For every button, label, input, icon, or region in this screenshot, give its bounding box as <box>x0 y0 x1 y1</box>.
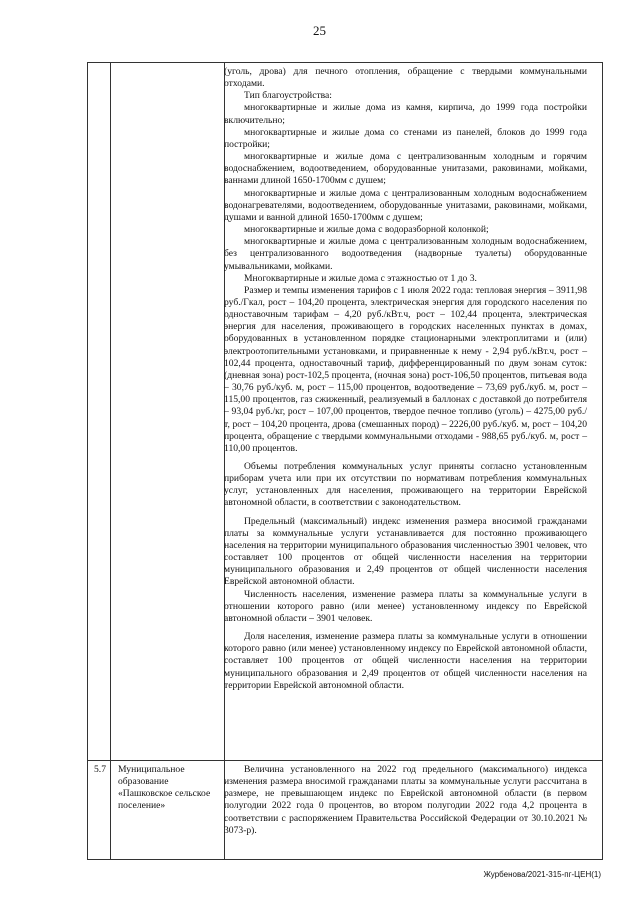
paragraph: многоквартирные и жилые дома с централизованным холодным водоснабжением, без централизованного водоотведения (надворные туалеты) оборудованные умывальниками, мойками. <box>224 236 587 272</box>
table-col-divider-1 <box>110 63 111 859</box>
row-number: 5.7 <box>94 764 106 775</box>
paragraph: многоквартирные и жилые дома с централизованным холодным водоснабжением водонагревателями, водоотведением, оборудованные унитазами, раковинами, мойками, душами и ванной длиной 1650-1700мм с душем; <box>224 187 587 223</box>
paragraph: Многоквартирные и жилые дома с этажностью от 1 до 3. <box>244 272 477 284</box>
paragraph: Тип благоустройства: <box>244 90 332 102</box>
paragraph: многоквартирные и жилые дома с водоразборной колонкой; <box>244 224 489 236</box>
municipality-name: Муниципальное образование «Пашковское сельское поселение» <box>118 764 211 812</box>
table-row-divider <box>88 760 602 761</box>
page-number: 25 <box>313 23 326 38</box>
paragraph: Численность населения, изменение размера платы за коммунальные услуги в отношении которого равно (или менее) установленному индексу по Еврейской автономной области – 3901 человек. <box>224 588 587 624</box>
paragraph: многоквартирные и жилые дома с централизованным холодным и горячим водоснабжением, водоотведением, оборудованные унитазами, раковинами, мойками, ваннами длиной 1650-1700мм с душем; <box>224 151 587 187</box>
paragraph: Предельный (максимальный) индекс изменения размера вносимой гражданами платы за коммунальные услуги устанавливается для постоянно проживающего населения на территории муниципального образования численностью 3901 человек, что составляет 100 процентов от общей численности населения на территории муниципального образования и 2,49 процентов от общей численности населения Еврейской автономной области. <box>224 515 587 588</box>
paragraph: Объемы потребления коммунальных услуг приняты согласно установленным приборам учета или при их отсутствии по нормативам потребления коммунальных услуг, установленных для населения, проживающего на территории Еврейской автономной области, в соответствии с законодательством. <box>224 461 587 509</box>
paragraph: многоквартирные и жилые дома из камня, кирпича, до 1999 года постройки включительно; <box>224 102 587 126</box>
paragraph: Размер и темпы изменения тарифов с 1 июля 2022 года: тепловая энергия – 3911,98 руб./Гкал, рост – 104,20 процента, электрическая энергия для городского населения по одноставочным тарифам – 4,20 руб./кВт.ч, рост – 102,44 процента, электрическая энергия для населения, проживающего в городских населенных пунктах в домах, оборудованных в установленном порядке стационарными электроплитами и (или) электроотопительными установками, и приравненные к нему - 2,94 руб./кВт.ч, рост – 102,44 процента, одноставочный тариф, дифференцированный по двум зонам суток: (дневная зона) рост-102,5 процента, (ночная зона) рост-106,50 процентов, питьевая вода – 30,76 руб./куб. м, рост – 115,00 процентов, водоотведение – 73,69 руб./куб. м, рост – 115,00 процентов, газ сжиженный, реализуемый в баллонах с доставкой до потребителя – 93,04 руб./кг, рост – 107,00 процентов, твердое печное топливо (уголь) – 4275,00 руб./т, рост – 104,20 процента, дрова (смешанных пород) – 2226,00 руб./куб. м, рост – 104,20 процента, обращение с твердыми коммунальными отходами - 988,65 руб./куб. м, рост – 110,00 процентов. <box>224 284 587 454</box>
row-5-7-text <box>224 764 587 837</box>
row-5-7-paragraph: Величина установленного на 2022 год предельного (максимального) индекса изменения размера вносимой гражданами платы за коммунальные услуги рассчитана в размере, не превышающем индекс по Еврейской автономной области (в первом полугодии 2022 года 0 процентов, во втором полугодии 2022 года 4,2 процента в соответствии с распоряжением Правительства Российской Федерации от 30.10.2021 № 3073-р). <box>224 764 587 836</box>
row-continued-text <box>224 66 587 692</box>
paragraph: Доля населения, изменение размера платы за коммунальные услуги в отношении которого равно (или менее) установленному индексу по Еврейской автономной области, составляет 100 процентов от общей численности населения на территории муниципального образования и 2,49 процентов от общей численности населения на территории Еврейской автономной области. <box>224 631 587 691</box>
footer-code: Журбенова/2021-315-пг-ЦЕН(1) <box>483 870 601 879</box>
paragraph: (уголь, дрова) для печного отопления, обращение с твердыми коммунальными отходами. <box>224 66 587 90</box>
paragraph: многоквартирные и жилые дома со стенами из панелей, блоков до 1999 года постройки; <box>224 126 587 150</box>
